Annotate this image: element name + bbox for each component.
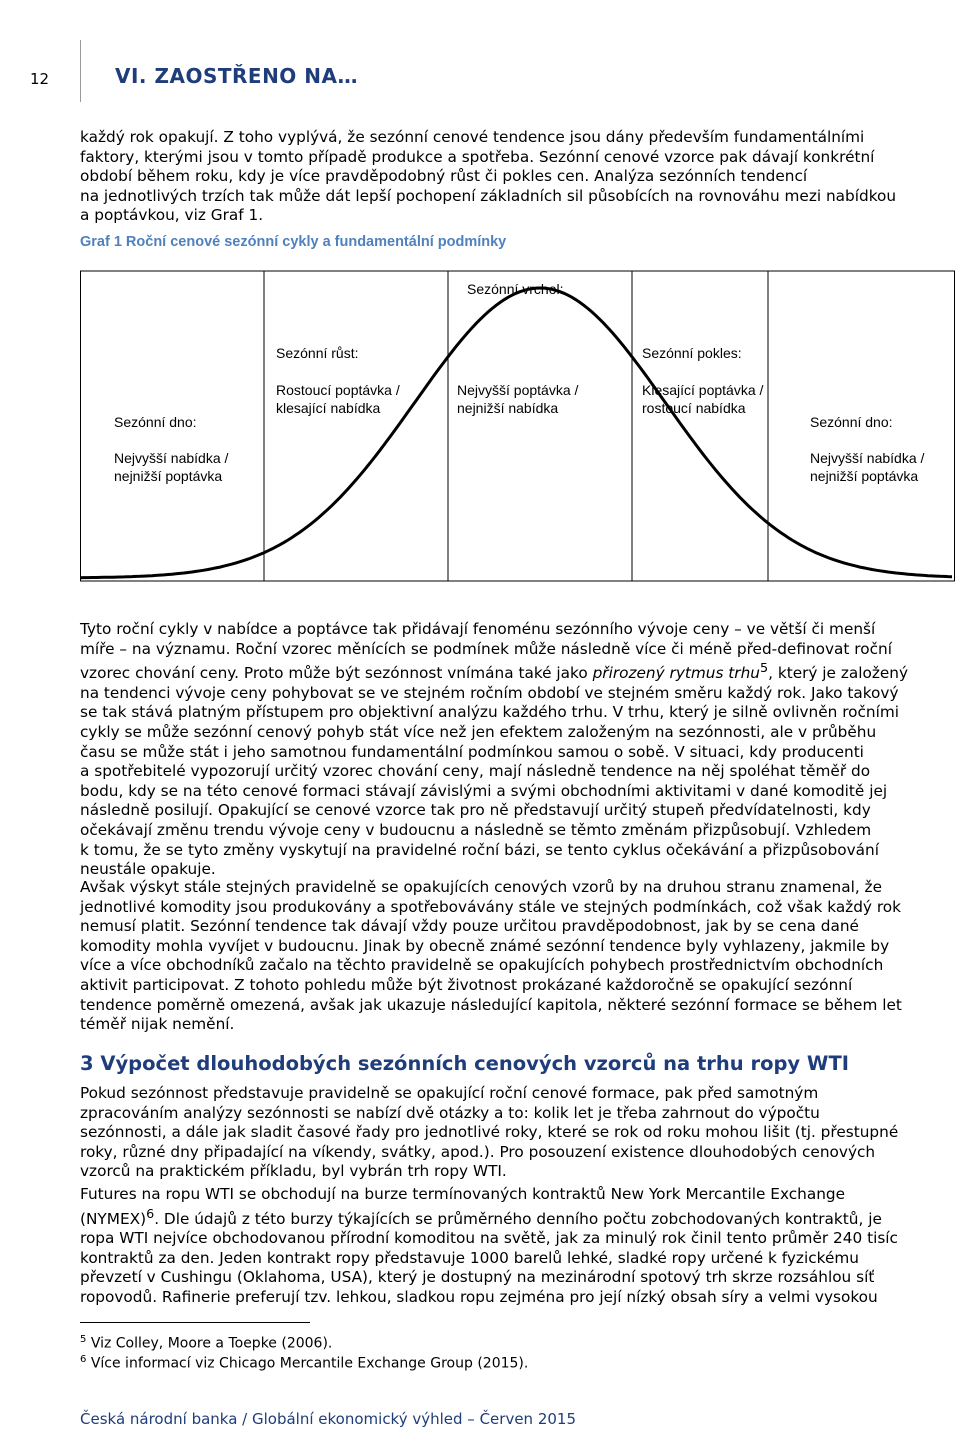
- section-header: VI. ZAOSTŘENO NA…: [115, 64, 358, 88]
- text-line: převzetí v Cushingu (Oklahoma, USA), který je dostupný na mezinárodní spotový trh skrze rozsáhlou síť: [80, 1268, 875, 1287]
- label-decline: Sezónní pokles:: [642, 345, 742, 361]
- label-line: Nejvyšší nabídka /: [114, 450, 229, 466]
- section-heading: 3 Výpočet dlouhodobých sezónních cenových vzorců na trhu ropy WTI: [80, 1052, 850, 1075]
- label-trough-right-desc: [810, 449, 924, 485]
- label-line: Rostoucí poptávka /: [276, 382, 400, 398]
- text-span: (NYMEX): [80, 1209, 147, 1228]
- body-paragraph-4: [80, 1185, 955, 1308]
- text-line: období během roku, kdy je více pravděpodobný růst či pokles cen. Analýza sezónních tendencí: [80, 167, 808, 186]
- body-paragraph-3: [80, 1084, 955, 1182]
- label-peak: Sezónní vrchol:: [467, 281, 564, 297]
- label-line: Nejvyšší nabídka /: [810, 450, 925, 466]
- text-line: bodu, kdy se na této cenové formaci stávají závislými a svými obchodními aktivitami v dané komoditě jej: [80, 781, 888, 800]
- text-line: jednotlivé komodity jsou produkovány a spotřebovávány stále ve stejných podmínkách, což však každý rok: [80, 897, 902, 916]
- body-paragraph-2: [80, 878, 955, 1035]
- text-line: Pokud sezónnost představuje pravidelně se opakující roční cenové formace, pak před samotným: [80, 1084, 819, 1102]
- text-line: Futures na ropu WTI se obchodují na burze termínovaných kontraktů New York Mercantile Exchange: [80, 1185, 846, 1203]
- footnote-divider: [80, 1322, 310, 1323]
- footnote-number: 6: [80, 1354, 87, 1365]
- text-span: vzorec chování ceny. Proto může být sezónnost vnímána také jako: [80, 664, 593, 683]
- text-line: a poptávkou, viz Graf 1.: [80, 206, 264, 225]
- italic-term: přirozený rytmus trhu: [592, 664, 760, 683]
- label-line: Nejvyšší poptávka /: [457, 382, 579, 398]
- footnote-ref: 5: [759, 661, 769, 677]
- text-line: Tyto roční cykly v nabídce a poptávce tak přidávají fenoménu sezónního vývoje ceny – ve větší či menší: [80, 620, 876, 638]
- text-line: kontraktů za den. Jeden kontrakt ropy představuje 1000 barelů lehké, sladké ropy určené k fyzickému: [80, 1248, 859, 1267]
- seasonal-curve: [80, 288, 952, 578]
- label-peak-desc: [457, 381, 578, 417]
- text-line: na tendenci vývoje ceny pohybovat se ve stejném ročním období ve stejném směru každý rok. Jako takový: [80, 683, 899, 702]
- text-line: času se může stát i jeho samotnou fundamentální podmínkou samou o sobě. V situaci, kdy producenti: [80, 742, 864, 761]
- intro-paragraph: [80, 128, 955, 226]
- text-line: téměř nijak nemění.: [80, 1015, 235, 1034]
- text-line: se tak stává platným přístupem pro objektivní analýzu každého trhu. V trhu, který je silně ovlivněn ročními: [80, 703, 900, 722]
- text-line: sezónnosti, a dále jak sladit časové řady pro jednotlivé roky, které se rok od roku mohou lišit (tj. přestupné: [80, 1123, 899, 1142]
- text-line: nemusí platit. Sezónní tendence tak dávají vždy pouze určitou pravděpodobnost, jak by se cena dané: [80, 917, 859, 936]
- label-trough-right: Sezónní dno:: [810, 414, 893, 430]
- figure-caption: Graf 1 Roční cenové sezónní cykly a fundamentální podmínky: [80, 234, 507, 250]
- text-line: neustále opakuje.: [80, 860, 216, 879]
- text-line: k tomu, že se tyto změny vyskytují na pravidelné roční bázi, se tento cyklus očekávání a přizpůsobování: [80, 840, 879, 859]
- text-line: vzorců na praktickém příkladu, byl vybrán trh ropy WTI.: [80, 1162, 507, 1181]
- text-line: ropovodů. Rafinerie preferují tzv. lehkou, sladkou ropu zejména pro její nízký obsah síry a velmi vysokou: [80, 1288, 878, 1307]
- text-line: roky, různé dny připadající na víkendy, svátky, apod.). Pro posouzení existence dlouhodobých cenových: [80, 1142, 876, 1161]
- label-line: Klesající poptávka /: [642, 382, 764, 398]
- text-span: , který je založený: [768, 664, 909, 683]
- label-line: nejnižší nabídka: [457, 400, 559, 416]
- footnote-text: Viz Colley, Moore a Toepke (2006).: [90, 1335, 333, 1352]
- label-line: nejnižší poptávka: [114, 468, 223, 484]
- text-line: cykly se může sezónní cenový pohyb stát více než jen efektem založeným na sezónnosti, ale v průběhu: [80, 723, 877, 742]
- text-line: ropa WTI nejvíce obchodovanou přírodní komoditou na světě, jak za minulý rok činil tento průměr 240 tisíc: [80, 1229, 898, 1248]
- text-line: a spotřebitelé vypozorují určitý vzorec chování ceny, mají následně tendence na něj spoléhat těměř do: [80, 762, 871, 781]
- label-growth-desc: [276, 381, 400, 417]
- text-line: více a více obchodníků začalo na těchto pravidelně se opakujících pohybech prostřednictvím obchodních: [80, 956, 884, 975]
- body-paragraph-1: [80, 620, 955, 880]
- text-line: komodity mohla vyvíjet v budoucnu. Jinak by obecně známé sezónní tendence byly vyhlazeny, jakmile by: [80, 936, 890, 955]
- text-line: očekávají změnu trendu vývoje ceny v budoucnu a následně se těmto změnám přizpůsobují. Vzhledem: [80, 821, 872, 840]
- text-span: . Dle údajů z této burzy týkajících se průměrného denního počtu zobchodovaných kontraktů, je: [154, 1209, 882, 1228]
- text-line: [80, 1205, 955, 1230]
- text-line: každý rok opakují. Z toho vyplývá, že sezónní cenové tendence jsou dány především fundamentálními: [80, 128, 865, 146]
- text-line: tendence poměrně omezená, avšak jak ukazuje následující kapitola, některé sezónní formace se během let: [80, 995, 902, 1014]
- page-number: 12: [30, 70, 50, 88]
- text-line: faktory, kterými jsou v tomto případě produkce a spotřeba. Sezónní cenové vzorce pak dávají konkrétní: [80, 147, 875, 166]
- text-line: míře – na významu. Roční vzorec měnících se podmínek může následně více či méně před-definovat roční: [80, 639, 892, 658]
- label-growth: Sezónní růst:: [276, 345, 359, 361]
- footnote-number: 5: [80, 1334, 87, 1345]
- text-line: Avšak výskyt stále stejných pravidelně se opakujících cenových vzorů by na druhou stranu znamenal, že: [80, 878, 882, 896]
- page-footer: Česká národní banka / Globální ekonomický výhled – Červen 2015: [80, 1410, 576, 1428]
- label-line: klesající nabídka: [276, 400, 381, 416]
- footnote-6: [80, 1354, 528, 1372]
- seasonal-cycle-chart: [80, 266, 955, 596]
- label-line: rostoucí nabídka: [642, 400, 746, 416]
- footnote-5: [80, 1334, 332, 1352]
- text-line: aktivit participovat. Z tohoto pohledu může být životnost prokázané každoročně se opakující sezónní: [80, 975, 853, 994]
- text-line: [80, 659, 955, 684]
- text-line: zpracováním analýzy sezónnosti se nabízí dvě otázky a to: kolik let je třeba zahrnout do výpočtu: [80, 1103, 820, 1122]
- header-divider: [80, 40, 81, 102]
- label-decline-desc: [642, 381, 763, 417]
- label-trough-left: Sezónní dno:: [114, 414, 197, 430]
- footnote-ref: 6: [146, 1206, 155, 1222]
- label-line: nejnižší poptávka: [810, 468, 919, 484]
- footnote-text: Více informací viz Chicago Mercantile Exchange Group (2015).: [90, 1355, 529, 1372]
- chart-canvas: [80, 266, 955, 596]
- text-line: následně posilují. Opakující se cenové vzorce tak pro ně představují určitý stupeň předvídatelnosti, kdy: [80, 801, 871, 820]
- label-trough-left-desc: [114, 449, 228, 485]
- text-line: na jednotlivých trzích tak může dát lepší pochopení základních sil působících na rovnováhu mezi nabídkou: [80, 186, 897, 205]
